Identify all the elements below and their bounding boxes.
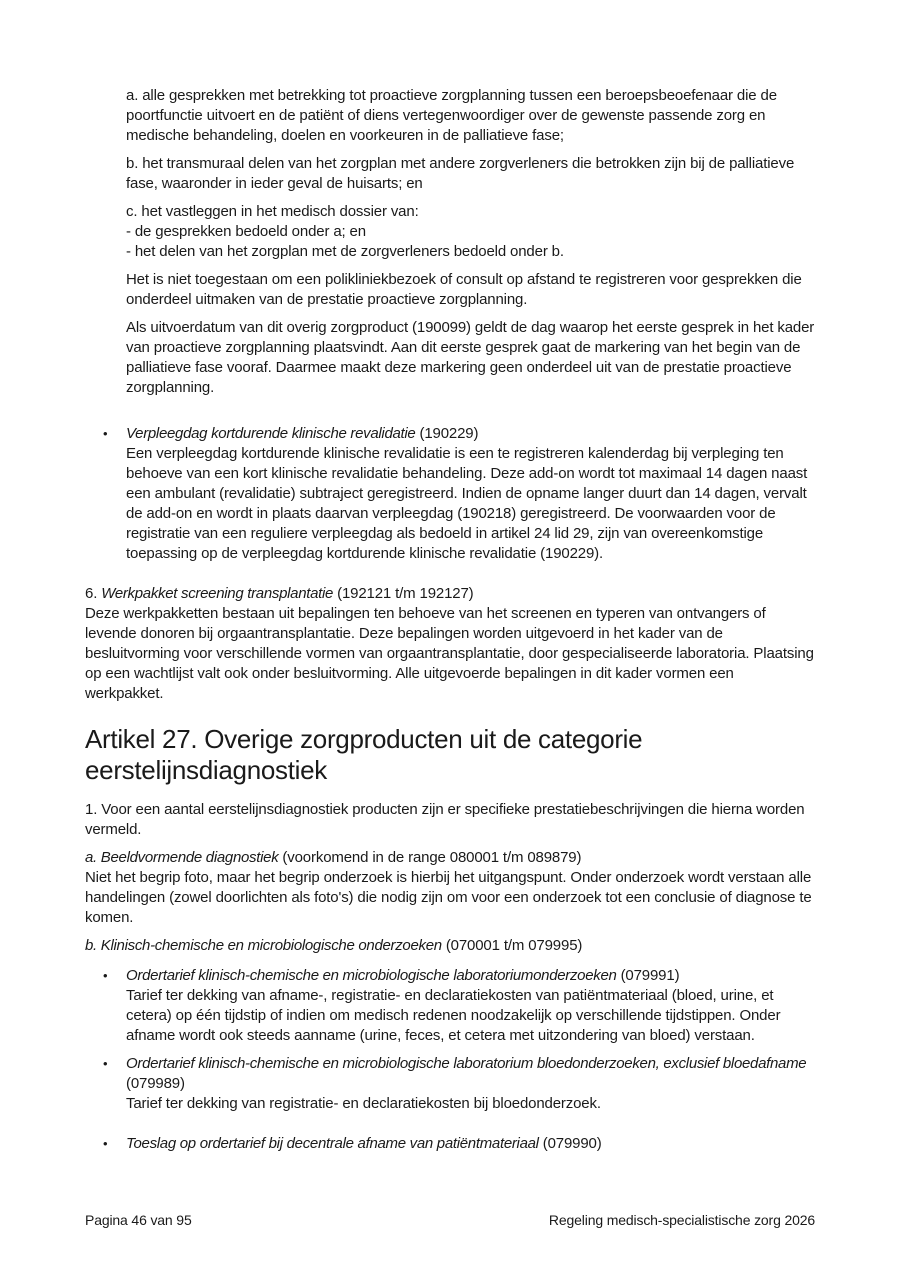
bullet-verpleegdag-code: (190229) xyxy=(415,425,479,442)
bullet-ordertarief-2-title xyxy=(126,1054,815,1094)
bullet-ordertarief-2-code: (079989) xyxy=(126,1075,185,1092)
bullet-ordertarief-1-title xyxy=(126,966,815,986)
section-6-number: 6. xyxy=(85,585,102,602)
paragraph-item-b: b. het transmuraal delen van het zorgplan met andere zorgverleners die betrokken zijn bij de palliatieve fase, waaronder in ieder geval de huisarts; en xyxy=(126,155,795,192)
sub-section-a-heading xyxy=(85,848,815,868)
section-6 xyxy=(85,584,815,704)
bullet-item-ordertarief-1 xyxy=(85,966,815,1046)
item-c-line-1: c. het vastleggen in het medisch dossier van: xyxy=(126,203,419,220)
footer-page-number: Pagina 46 van 95 xyxy=(85,1212,192,1228)
bullet-item-verpleegdag xyxy=(85,424,815,564)
bullet-verpleegdag-text: Een verpleegdag kortdurende klinische revalidatie is een te registreren kalenderdag bij verpleging ten behoeve van een kort klinische revalidatie behandeling. Deze add-on wordt tot maximaal 14 dagen naast een ambulant (revalidatie) subtraject geregistreerd. Indien de opname langer duurt dan 14 dagen, vervalt de add-on en wordt in plaats daarvan verpleegdag (190218) geregistreerd. De voorwaarden voor de registratie van een reguliere verpleegdag als bedoeld in artikel 24 lid 29, zijn van overeenkomstige toepassing op de verpleegdag kortdurende klinische revalidatie (190229). xyxy=(126,445,808,562)
bullet-verpleegdag-body xyxy=(126,424,815,564)
paragraph-1: 1. Voor een aantal eerstelijnsdiagnostiek producten zijn er specifieke prestatiebeschrijvingen die hierna worden vermeld. xyxy=(85,801,805,838)
footer-document-title: Regeling medisch-specialistische zorg 2026 xyxy=(548,1212,815,1228)
sub-section-a-label: a. Beeldvormende diagnostiek xyxy=(85,849,279,866)
bullet-item-ordertarief-2 xyxy=(85,1054,815,1114)
paragraph-item-c xyxy=(126,202,815,262)
bullet-item-toeslag xyxy=(85,1134,815,1154)
bullet-ordertarief-2-title-text: Ordertarief klinisch-chemische en microbiologische laboratorium bloedonderzoeken, exclusief bloedafname xyxy=(126,1055,807,1072)
bullet-marker: • xyxy=(103,1056,108,1071)
bullet-verpleegdag-title xyxy=(126,424,815,444)
section-6-code: (192121 t/m 192127) xyxy=(333,585,474,602)
document-content xyxy=(85,86,815,1174)
item-c-line-2: - de gesprekken bedoeld onder a; en xyxy=(126,223,366,240)
article-27-heading: Artikel 27. Overige zorgproducten uit de categorie eerstelijnsdiagnostiek xyxy=(85,724,643,785)
section-6-heading xyxy=(85,584,815,604)
section-6-body: Deze werkpakketten bestaan uit bepalingen ten behoeve van het screenen en typeren van ontvangers of levende donoren bij orgaantransplantatie. Deze bepalingen worden uitgevoerd in het kader van de besluitvorming voor verschillende vormen van orgaantransplantatie, door gespecialiseerde laboratoria. Plaatsing op een wachtlijst valt ook onder besluitvorming. Alle uitgevoerde bepalingen in dit kader vormen een werkpakket. xyxy=(85,605,814,702)
bullet-toeslag-code: (079990) xyxy=(538,1135,602,1152)
paragraph-item-a: a. alle gesprekken met betrekking tot proactieve zorgplanning tussen een beroepsbeoefenaar die de poortfunctie uitvoert en de patiënt of diens vertegenwoordiger over de gewenste passende zorg en medische behandeling, doelen en voorkeuren in de palliatieve fase; xyxy=(126,87,777,144)
bullet-marker: • xyxy=(103,968,108,983)
page-footer xyxy=(85,1211,815,1229)
bullet-marker: • xyxy=(103,426,108,441)
bullet-ordertarief-1-title-text: Ordertarief klinisch-chemische en microbiologische laboratoriumonderzoeken xyxy=(126,967,617,984)
bullet-ordertarief-1-text: Tarief ter dekking van afname-, registratie- en declaratiekosten van patiëntmateriaal (bloed, urine, et cetera) op één tijdstip of indien om medisch redenen noodzakelijk op verschillende tijdstippen. Onder afname wordt ook steeds aanname (urine, feces, et cetera met uitzondering van bloed) verstaan. xyxy=(126,987,781,1044)
bullet-toeslag-title-text: Toeslag op ordertarief bij decentrale afname van patiëntmateriaal xyxy=(126,1135,539,1152)
bullet-marker: • xyxy=(103,1136,108,1151)
paragraph-niet-toegestaan: Het is niet toegestaan om een polikliniekbezoek of consult op afstand te registreren voor gesprekken die onderdeel uitmaken van de prestatie proactieve zorgplanning. xyxy=(126,271,802,308)
bullet-ordertarief-1-code: (079991) xyxy=(616,967,680,984)
sub-section-a-range: (voorkomend in de range 080001 t/m 089879) xyxy=(278,849,582,866)
bullet-ordertarief-2-body xyxy=(126,1054,815,1114)
bullet-ordertarief-1-body xyxy=(126,966,815,1046)
sub-section-b-label: b. Klinisch-chemische en microbiologische onderzoeken xyxy=(85,937,442,954)
section-6-title: Werkpakket screening transplantatie xyxy=(101,585,334,602)
sub-section-a-body: Niet het begrip foto, maar het begrip onderzoek is hierbij het uitgangspunt. Onder onderzoek wordt verstaan alle handelingen (zowel doorlichten als foto's) die nodig zijn om voor een onderzoek tot een conclusie of diagnose te komen. xyxy=(85,869,812,926)
sub-section-b-range: (070001 t/m 079995) xyxy=(441,937,583,954)
bullet-toeslag-body xyxy=(126,1134,815,1154)
item-c-line-3: - het delen van het zorgplan met de zorgverleners bedoeld onder b. xyxy=(126,243,564,260)
sub-section-b xyxy=(85,936,815,956)
bullet-ordertarief-2-text: Tarief ter dekking van registratie- en declaratiekosten bij bloedonderzoek. xyxy=(126,1095,601,1112)
bullet-verpleegdag-title-text: Verpleegdag kortdurende klinische revalidatie xyxy=(126,425,416,442)
sub-section-a xyxy=(85,848,815,928)
paragraph-uitvoerdatum: Als uitvoerdatum van dit overig zorgproduct (190099) geldt de dag waarop het eerste gesprek in het kader van proactieve zorgplanning plaatsvindt. Aan dit eerste gesprek gaat de markering van het begin van de palliatieve fase vooraf. Daarmee maakt deze markering geen onderdeel uit van de prestatie proactieve zorgplanning. xyxy=(126,319,815,396)
